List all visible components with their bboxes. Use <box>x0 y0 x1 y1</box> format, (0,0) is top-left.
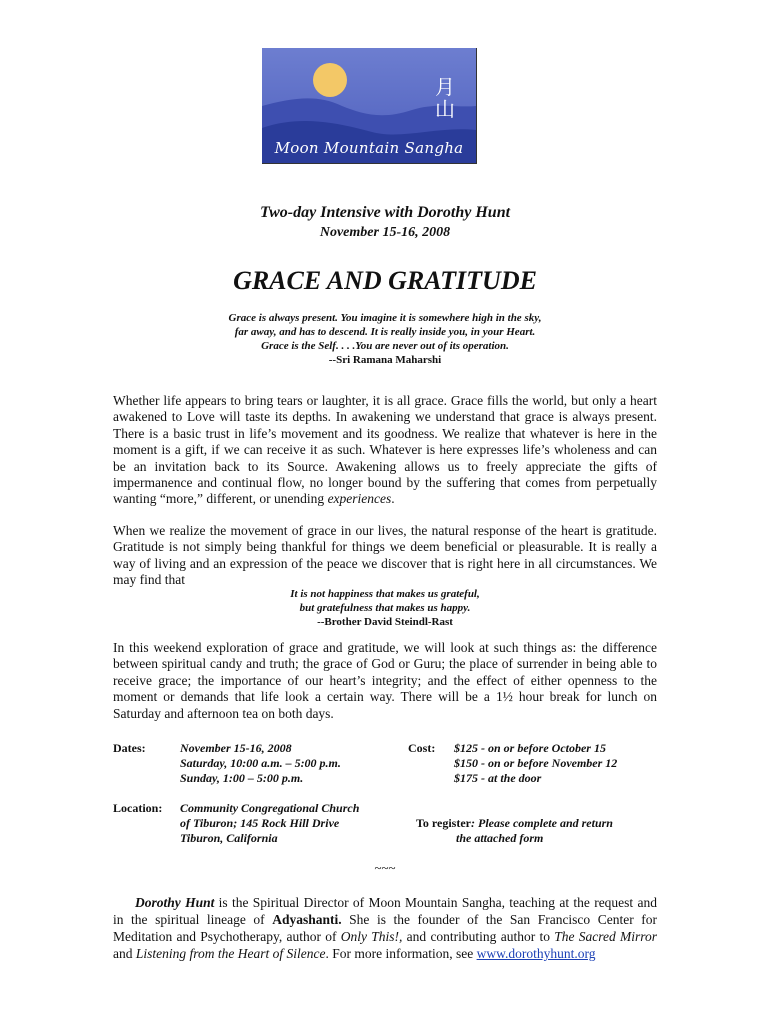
steindl-rast-quote <box>0 587 770 629</box>
cost-line: $125 - on or before October 15 <box>454 741 606 755</box>
section-separator: ~~~ <box>374 860 396 875</box>
dates-label: Dates: <box>113 741 146 755</box>
cost-line: $150 - on or before November 12 <box>454 756 618 770</box>
location-value <box>180 801 359 846</box>
website-link[interactable]: www.dorothyhunt.org <box>476 946 596 961</box>
location-line: Tiburon, California <box>180 831 278 845</box>
moon-mountain-sangha-logo <box>262 48 477 164</box>
ramana-quote <box>0 311 770 367</box>
book-title: Only This!, <box>340 929 403 944</box>
quote-attribution: --Sri Ramana Maharshi <box>328 354 442 366</box>
gratitude-paragraph: When we realize the movement of grace in our lives, the natural response of the heart is gratitude. Gratitude is not simply being thankful for things we deem beneficial or pleasurable. It is really a way of living and an expression of the peace we discover that is right here in all circumstances. We may find that <box>113 523 657 588</box>
cost-line: $175 - at the door <box>454 771 542 785</box>
book-title: Listening from the Heart of Silence <box>135 946 326 961</box>
dates-value <box>180 741 341 786</box>
location-label: Location: <box>113 801 163 815</box>
quote-line: It is not happiness that makes us grateful, <box>290 588 480 600</box>
cost-value <box>454 741 617 786</box>
location-line: of Tiburon; 145 Rock Hill Drive <box>180 816 340 830</box>
register-instruction-2: the attached form <box>456 831 544 845</box>
bio-paragraph <box>113 894 657 962</box>
book-title: The Sacred Mirror <box>554 929 657 944</box>
quote-line: Grace is the Self. . . .You are never out of its operation. <box>261 340 509 352</box>
bio-teacher: Adyashanti. <box>272 912 342 927</box>
intro-paragraph <box>113 393 657 508</box>
event-title: Two-day Intensive with Dorothy Hunt <box>259 204 511 221</box>
cost-label: Cost: <box>408 741 436 755</box>
weekend-paragraph: In this weekend exploration of grace and gratitude, we will look at such things as: the difference between spiritual candy and truth; the grace of God or Guru; the place of surrender in being able to receive grace; the importance of our heart’s integrity; and the effect of either openness to the moment or demands that life look a certain way. There will be a 1½ hour break for lunch on Saturday and afternoon tea on both days. <box>113 640 657 721</box>
paragraph-text: . <box>391 491 395 507</box>
bio-text: She is the founder of the San Francisco Center for Meditation and Psychotherapy, author of <box>113 912 657 944</box>
register-label: To register <box>416 816 471 830</box>
bio-text: is the Spiritual Director of Moon Mountain Sangha, teaching at the request and in the spiritual lineage of <box>113 895 657 927</box>
logo-kanji <box>434 76 456 120</box>
bio-text: and contributing author to <box>402 929 555 944</box>
quote-line: Grace is always present. You imagine it is somewhere high in the sky, <box>228 312 542 324</box>
logo-kanji-mountain: 山 <box>435 97 455 121</box>
paragraph-text: Whether life appears to bring tears or laughter, it is all grace. Grace fills the world, but only a heart awakened to Love will taste its depths. In awakening we understand that grace is always present. There is a basic trust in life’s movement and its goodness. We realize that whatever is here in the moment is a gift, if we can receive it as such. Whatever is here expresses life’s wholeness and can be an invitation back to its Source. Awakening allows us to freely appreciate the gifts of impermanence and continual flow, no longer bound by the suffering that comes from perpetually wanting “more,” different, or unending <box>113 393 657 507</box>
bio-text: . For more information, see <box>325 946 477 961</box>
bio-name: Dorothy Hunt <box>135 895 215 910</box>
quote-attribution: --Brother David Steindl-Rast <box>317 616 453 628</box>
logo-name: Moon Mountain Sangha <box>274 139 464 157</box>
moon-icon <box>313 63 347 97</box>
emphasis-text: experiences <box>327 491 392 507</box>
location-line: Community Congregational Church <box>180 801 360 815</box>
register-info <box>416 816 613 846</box>
logo-kanji-moon: 月 <box>435 75 455 99</box>
event-date: November 15-16, 2008 <box>319 225 451 240</box>
dates-line: Saturday, 10:00 a.m. – 5:00 p.m. <box>180 756 341 770</box>
bio-text: and <box>113 946 136 961</box>
main-title: GRACE AND GRATITUDE <box>233 266 537 295</box>
register-instruction: : Please complete and return <box>471 816 613 830</box>
dates-line: Sunday, 1:00 – 5:00 p.m. <box>180 771 304 785</box>
quote-line: far away, and has to descend. It is really inside you, in your Heart. <box>234 326 536 338</box>
quote-line: but gratefulness that makes us happy. <box>299 602 471 614</box>
dates-line: November 15-16, 2008 <box>180 741 292 755</box>
